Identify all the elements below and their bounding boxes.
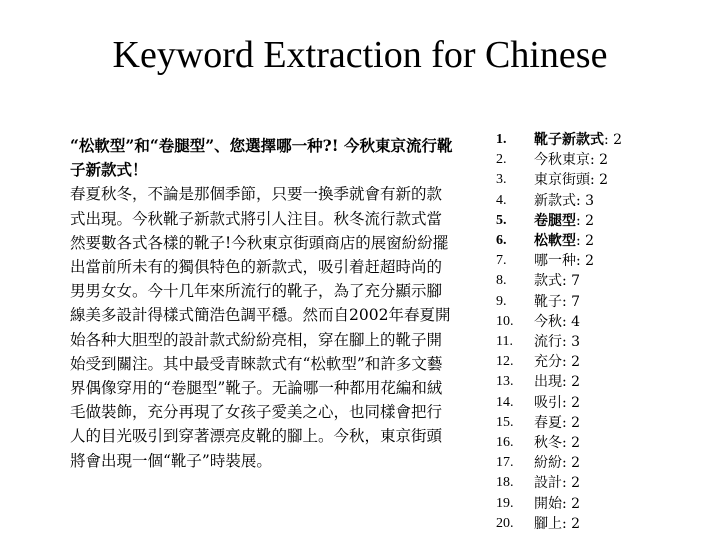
keyword-rank: 16. (496, 435, 514, 451)
slide-title: Keyword Extraction for Chinese (112, 34, 608, 76)
keyword-rank: 13. (496, 374, 514, 390)
keyword-text: 設計 (534, 475, 562, 492)
keyword-term (534, 231, 594, 251)
keyword-text: 今秋 (534, 313, 562, 330)
keyword-rank: 17. (496, 455, 514, 471)
keyword-rank: 12. (496, 354, 514, 370)
keyword-term (534, 514, 580, 534)
keyword-rank: 8. (496, 273, 507, 289)
keyword-item (496, 453, 706, 473)
article-text (70, 134, 454, 473)
keyword-rank: 5. (496, 212, 507, 228)
keyword-count: : 2 (576, 212, 595, 229)
keyword-text: 哪一种 (534, 253, 576, 270)
keyword-item (496, 372, 706, 392)
keyword-term (534, 251, 594, 271)
keyword-item (496, 251, 706, 271)
keyword-item (496, 150, 706, 170)
keyword-item (496, 413, 706, 433)
keyword-count: : 3 (576, 192, 595, 209)
keyword-rank: 14. (496, 394, 514, 410)
keyword-item (496, 170, 706, 190)
keyword-text: 卷腿型 (534, 212, 576, 229)
keyword-rank: 20. (496, 515, 514, 531)
keyword-text: 款式 (534, 273, 562, 290)
keyword-text: 靴子 (534, 293, 562, 310)
keyword-term (534, 332, 580, 352)
keyword-count: : 7 (562, 273, 581, 290)
keyword-text: 春夏 (534, 414, 562, 431)
keyword-term (534, 271, 580, 291)
keyword-list (496, 130, 706, 534)
keyword-count: : 4 (562, 313, 581, 330)
keyword-text: 紛紛 (534, 455, 562, 472)
keyword-count: : 3 (562, 334, 581, 351)
keyword-rank: 4. (496, 192, 507, 208)
keyword-rank: 10. (496, 313, 514, 329)
keyword-count: : 2 (562, 374, 581, 391)
keyword-item (496, 312, 706, 332)
keyword-item (496, 271, 706, 291)
keyword-text: 吸引 (534, 394, 562, 411)
keyword-term (534, 413, 580, 433)
keyword-rank: 7. (496, 253, 507, 269)
keyword-text: 今秋東京 (534, 152, 590, 169)
keyword-count: : 2 (562, 354, 581, 371)
keyword-text: 流行 (534, 334, 562, 351)
keyword-count: : 2 (562, 414, 581, 431)
keyword-item (496, 473, 706, 493)
keyword-term (534, 150, 608, 170)
keyword-term (534, 393, 580, 413)
keyword-text: 秋冬 (534, 435, 562, 452)
article-headline: “松軟型”和“卷腿型”、您選擇哪一种?! 今秋東京流行靴子新款式！ (70, 136, 453, 180)
keyword-text: 開始 (534, 495, 562, 512)
keyword-text: 松軟型 (534, 233, 576, 250)
keyword-count: : 2 (562, 455, 581, 472)
keyword-item (496, 332, 706, 352)
keyword-text: 出現 (534, 374, 562, 391)
article-body: 春夏秋冬，不論是那個季節，只要一換季就會有新的款式出現。今秋靴子新款式將引人注目。秋冬流行款式當然要數各式各樣的靴子!今秋東京街頭商店的展窗紛紛擺出當前所未有的獨俱特色的新款式，吸引着赶超時尚的男男女女。今十几年來所流行的靴子，為了充分顯示腳線美多設計得樣式簡浩色調平穩。然而自2002年春夏開始各种大胆型的設計款式紛紛亮相，穿在腳上的靴子開始受到關注。其中最受青睞款式有“松軟型”和許多文藝界偶像穿用的“卷腿型”靴子。无論哪一种都用花編和絨毛做裝飾，充分再現了女孩子愛美之心，也同樣會把行人的目光吸引到穿著漂亮皮靴的腳上。今秋，東京街頭將會出現一個“靴子”時裝展。 (70, 185, 451, 470)
keyword-text: 充分 (534, 354, 562, 371)
keyword-count: : 2 (604, 132, 623, 148)
keyword-count: : 2 (562, 475, 581, 492)
keyword-item (496, 292, 706, 312)
keyword-term (534, 130, 622, 150)
keyword-item (496, 352, 706, 372)
keyword-count: : 7 (562, 293, 581, 310)
keyword-term (534, 453, 580, 473)
keyword-rank: 6. (496, 233, 507, 249)
keyword-rank: 3. (496, 172, 507, 188)
keyword-item (496, 130, 706, 150)
keyword-count: : 2 (562, 394, 581, 411)
keyword-rank: 11. (496, 334, 513, 350)
keyword-rank: 2. (496, 152, 507, 168)
keyword-item (496, 211, 706, 231)
keyword-term (534, 312, 580, 332)
keyword-text: 東京街頭 (534, 172, 590, 189)
keyword-item (496, 393, 706, 413)
keyword-term (534, 191, 594, 211)
keyword-rank: 15. (496, 414, 514, 430)
keyword-rank: 19. (496, 495, 514, 511)
keyword-count: : 2 (562, 515, 581, 532)
keyword-text: 靴子新款式 (534, 132, 604, 148)
keyword-rank: 1. (496, 132, 507, 147)
keyword-text: 腳上 (534, 515, 562, 532)
keyword-item (496, 433, 706, 453)
keyword-item (496, 191, 706, 211)
keyword-count: : 2 (562, 495, 581, 512)
keyword-term (534, 372, 580, 392)
keyword-count: : 2 (590, 172, 609, 189)
keyword-term (534, 170, 608, 190)
keyword-count: : 2 (590, 152, 609, 169)
keyword-count: : 2 (562, 435, 581, 452)
keyword-count: : 2 (576, 253, 595, 270)
keyword-rank: 18. (496, 475, 514, 491)
keyword-term (534, 292, 580, 312)
keyword-item (496, 494, 706, 514)
keyword-term (534, 211, 594, 231)
keyword-text: 新款式 (534, 192, 576, 209)
keyword-rank: 9. (496, 293, 507, 309)
keyword-term (534, 433, 580, 453)
keyword-term (534, 352, 580, 372)
keyword-term (534, 494, 580, 514)
keyword-item (496, 514, 706, 534)
keyword-term (534, 473, 580, 493)
keyword-count: : 2 (576, 233, 595, 250)
keyword-item (496, 231, 706, 251)
